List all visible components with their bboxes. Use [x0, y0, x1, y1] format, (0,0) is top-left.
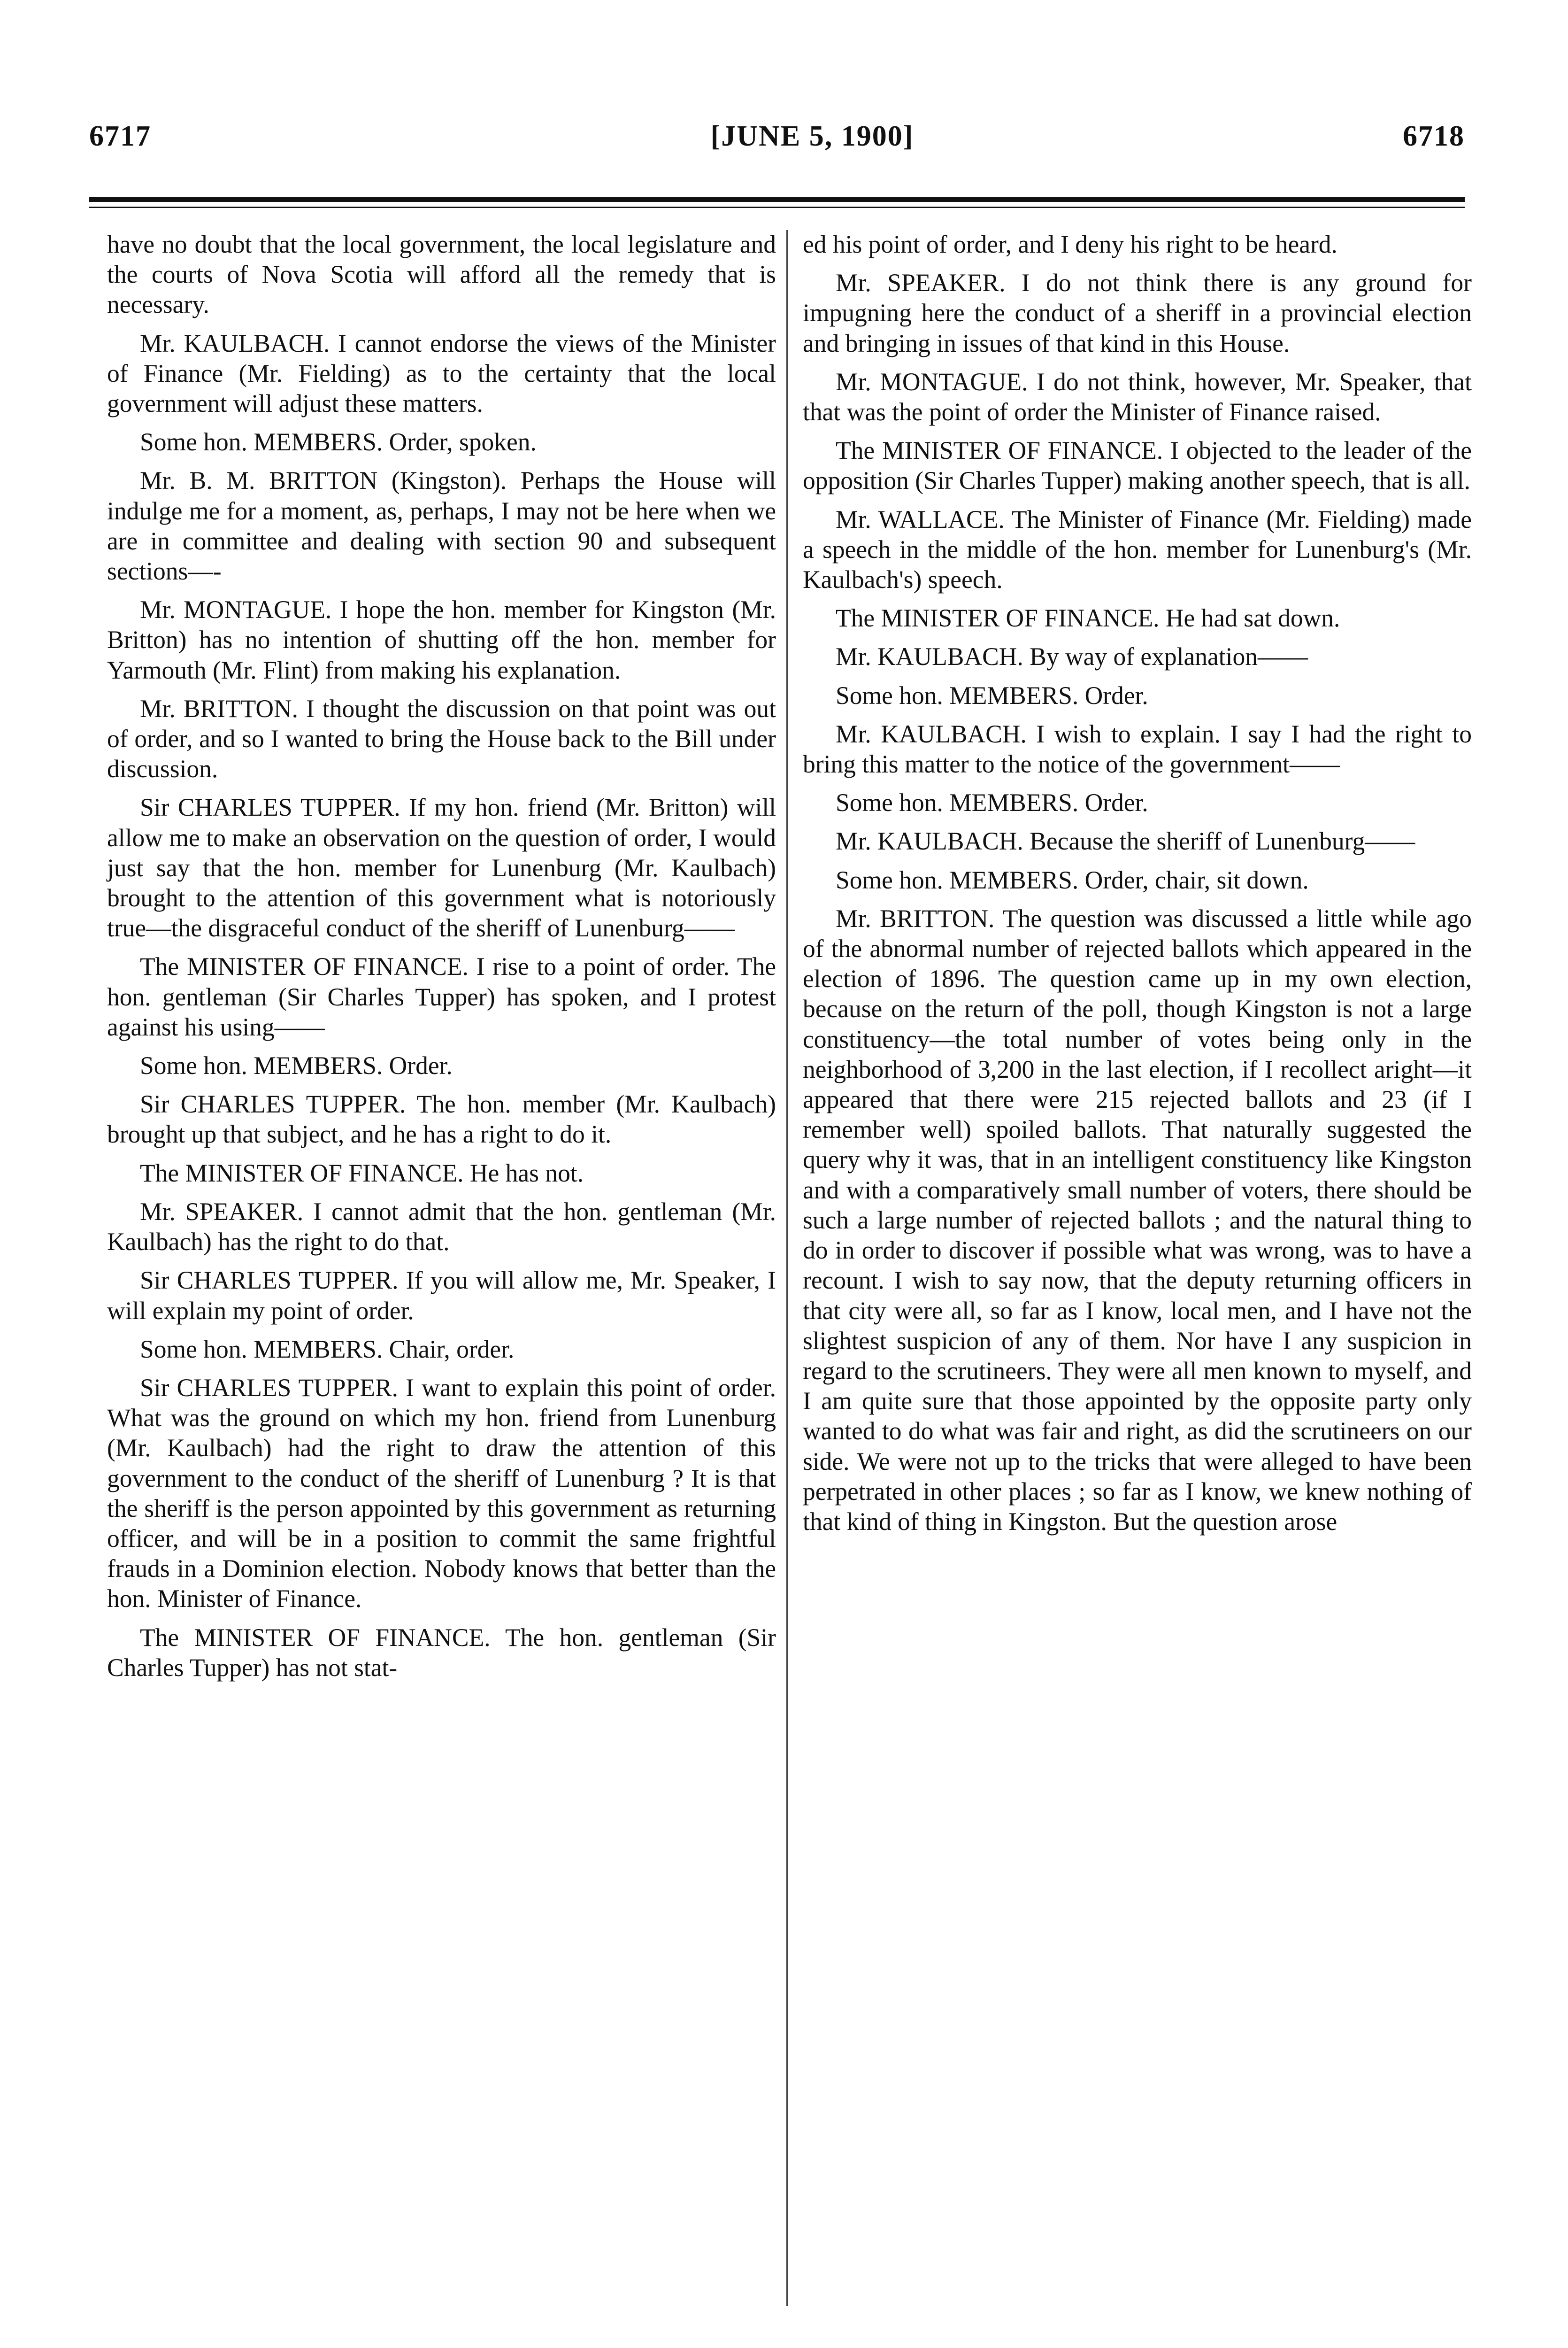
paragraph: ed his point of order, and I deny his right to be heard. [803, 230, 1337, 258]
paragraph: Some hon. MEMBERS. Order. [836, 681, 1148, 710]
paragraph: The MINISTER OF FINANCE. He has not. [140, 1159, 584, 1187]
paragraph: Sir CHARLES TUPPER. I want to explain this point of order. What was the ground on which my hon. friend from Lunenburg (Mr. Kaulbach) had the right to draw the attention of this government to the conduct of the sheriff of Lunenburg ? It is that the sheriff is the person appointed by this government as returning officer, and will be in a position to commit the same frightful frauds in a Dominion election. Nobody knows that better than the hon. Minister of Finance. [107, 1373, 776, 1613]
paragraph: The MINISTER OF FINANCE. The hon. gentleman (Sir Charles Tupper) has not stat- [107, 1623, 776, 1682]
paragraph: Mr. KAULBACH. Because the sheriff of Lunenburg—— [836, 827, 1415, 856]
left-column [107, 229, 776, 1691]
paragraph: Some hon. MEMBERS. Order, spoken. [140, 428, 537, 456]
paragraph: The MINISTER OF FINANCE. I rise to a point of order. The hon. gentleman (Sir Charles Tupper) has spoken, and I protest against his using—— [107, 952, 776, 1041]
header-rule-thin [89, 207, 1465, 208]
right-column [803, 229, 1472, 1545]
page-number-left: 6717 [89, 120, 151, 152]
paragraph: Mr. B. M. BRITTON (Kingston). Perhaps the House will indulge me for a moment, as, perhaps, I may not be here when we are in committee and dealing with section 90 and subsequent sections—- [107, 466, 776, 586]
column-divider [786, 230, 788, 2306]
paragraph: have no doubt that the local government, the local legislature and the courts of Nova Scotia will afford all the remedy that is necessary. [107, 230, 776, 319]
paragraph: Mr. BRITTON. I thought the discussion on that point was out of order, and so I wanted to bring the House back to the Bill under discussion. [107, 694, 776, 783]
paragraph: Sir CHARLES TUPPER. If my hon. friend (Mr. Britton) will allow me to make an observation on the question of order, I would just say that the hon. member for Lunenburg (Mr. Kaulbach) brought to the attention of this government what is notoriously true—the disgraceful conduct of the sheriff of Lunenburg—— [107, 793, 776, 942]
header-date: [JUNE 5, 1900] [710, 120, 914, 152]
paragraph: The MINISTER OF FINANCE. He had sat down. [836, 604, 1340, 633]
header-rule-thick [89, 197, 1465, 202]
paragraph: Mr. MONTAGUE. I hope the hon. member for Kingston (Mr. Britton) has no intention of shutting off the hon. member for Yarmouth (Mr. Flint) from making his explanation. [107, 595, 776, 684]
paragraph: Mr. MONTAGUE. I do not think, however, Mr. Speaker, that that was the point of order the Minister of Finance raised. [803, 367, 1472, 426]
page-number-right: 6718 [1403, 120, 1465, 152]
page-header [89, 120, 1465, 171]
paragraph: Some hon. MEMBERS. Order. [836, 788, 1148, 817]
paragraph: The MINISTER OF FINANCE. I objected to the leader of the opposition (Sir Charles Tupper) making another speech, that is all. [803, 436, 1472, 495]
paragraph: Mr. WALLACE. The Minister of Finance (Mr. Fielding) made a speech in the middle of the hon. member for Lunenburg's (Mr. Kaulbach's) speech. [803, 505, 1472, 594]
paragraph: Mr. KAULBACH. By way of explanation—— [836, 642, 1308, 671]
paragraph: Some hon. MEMBERS. Chair, order. [140, 1335, 515, 1363]
paragraph: Sir CHARLES TUPPER. The hon. member (Mr. Kaulbach) brought up that subject, and he has a right to do it. [107, 1090, 776, 1149]
paragraph: Mr. KAULBACH. I wish to explain. I say I had the right to bring this matter to the notice of the government—— [803, 719, 1472, 779]
paragraph: Mr. SPEAKER. I do not think there is any ground for impugning here the conduct of a sheriff in a provincial election and bringing in issues of that kind in this House. [803, 269, 1472, 357]
paragraph: Mr. KAULBACH. I cannot endorse the views of the Minister of Finance (Mr. Fielding) as to the certainty that the local government will adjust these matters. [107, 329, 776, 418]
paragraph: Mr. BRITTON. The question was discussed a little while ago of the abnormal number of rejected ballots which appeared in the election of 1896. The question came up in my own election, because on the return of the poll, though Kingston is not a large constituency—the total number of votes being only in the neighborhood of 3,200 in the last election, if I recollect aright—it appeared that there were 215 rejected ballots and 23 (if I remember well) spoiled ballots. That naturally suggested the query why it was, that in an intelligent constituency like Kingston and with a comparatively small number of voters, there should be such a large number of rejected ballots ; and the natural thing to do in order to discover if possible what was wrong, was to have a recount. I wish to say now, that the deputy returning officers in that city were all, so far as I know, local men, and I have not the slightest suspicion of any of them. Nor have I any suspicion in regard to the scrutineers. They were all men known to myself, and I am quite sure that those appointed by the opposite party only wanted to do what was fair and right, as did the scrutineers on our side. We were not up to the tricks that were alleged to have been perpetrated in other places ; so far as I know, we knew nothing of that kind of thing in Kingston. But the question arose [803, 904, 1472, 1536]
paragraph: Sir CHARLES TUPPER. If you will allow me, Mr. Speaker, I will explain my point of order. [107, 1266, 776, 1325]
paragraph: Mr. SPEAKER. I cannot admit that the hon. gentleman (Mr. Kaulbach) has the right to do that. [107, 1197, 776, 1256]
paragraph: Some hon. MEMBERS. Order. [140, 1051, 453, 1080]
paragraph: Some hon. MEMBERS. Order, chair, sit down. [836, 865, 1309, 894]
